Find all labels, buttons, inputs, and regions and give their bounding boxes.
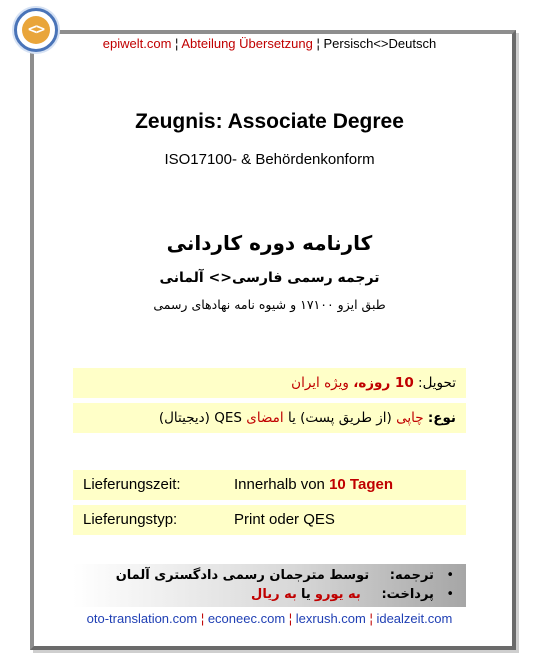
persian-delivery-box <box>73 368 466 398</box>
footer-separator: ¦ <box>285 611 296 626</box>
german-delivery-label: Lieferungszeit: <box>83 476 181 493</box>
footer-link-oto[interactable]: oto-translation.com <box>86 611 198 626</box>
payment-label: پرداخت: <box>381 587 434 602</box>
payment-info-line <box>251 585 454 605</box>
persian-type-print-note: (از طریق پست) یا <box>287 410 392 426</box>
persian-type-box <box>73 403 466 433</box>
payment-or: یا <box>301 587 311 602</box>
persian-delivery-visa: ویژه ایران <box>291 375 349 391</box>
header-separator: ¦ <box>312 36 324 51</box>
footer-separator: ¦ <box>197 611 208 626</box>
header-separator: ¦ <box>171 36 182 51</box>
footer-separator: ¦ <box>365 611 377 626</box>
translation-label: ترجمه: <box>389 568 434 583</box>
persian-type-row <box>73 403 466 433</box>
persian-title: کارنامه دوره کاردانی <box>166 231 373 255</box>
payment-rial: به ریال <box>251 587 297 602</box>
bullet-icon: • <box>446 568 454 583</box>
code-brackets-icon: <> <box>27 20 45 38</box>
persian-type-label: نوع: <box>427 410 456 426</box>
document-title: Zeugnis: Associate Degree <box>135 110 404 133</box>
persian-subtitle: ترجمه رسمی فارسی<> آلمانی <box>159 270 380 286</box>
persian-standard-note: طبق ایزو ۱۷۱۰۰ و شیوه نامه نهادهای رسمی <box>153 297 386 312</box>
translation-value: توسط مترجمان رسمی دادگستری آلمان <box>115 568 370 583</box>
footer-link-econeec[interactable]: econeec.com <box>207 611 286 626</box>
department-label: Abteilung Übersetzung <box>181 36 313 51</box>
language-pair: Persisch<>Deutsch <box>323 36 437 51</box>
info-bar <box>73 564 466 607</box>
persian-delivery-days: 10 روزه، <box>353 375 414 391</box>
document-subtitle: ISO17100- & Behördenkonform <box>164 151 375 168</box>
persian-delivery-label: تحویل: <box>418 375 456 391</box>
german-delivery-box <box>73 470 466 500</box>
header-line <box>0 36 539 51</box>
footer-link-idealzeit[interactable]: idealzeit.com <box>376 611 453 626</box>
persian-type-sign: امضای <box>246 410 284 426</box>
persian-type-print: چاپی <box>396 410 424 426</box>
german-type-label: Lieferungstyp: <box>83 511 178 528</box>
german-delivery-days: 10 Tagen <box>329 476 393 493</box>
footer-link-lexrush[interactable]: lexrush.com <box>295 611 366 626</box>
german-delivery-value <box>234 470 393 500</box>
german-type-box <box>73 505 466 535</box>
payment-euro: به یورو <box>314 587 361 602</box>
german-delivery-prefix: Innerhalb von <box>234 476 330 493</box>
translation-info-line <box>116 566 454 586</box>
footer-links <box>0 611 539 626</box>
persian-delivery-row <box>73 368 466 398</box>
bullet-icon: • <box>446 587 454 602</box>
site-link[interactable]: epiwelt.com <box>102 36 172 51</box>
german-type-value: Print oder QES <box>234 511 335 528</box>
persian-type-sign-note: QES (دیجیتال) <box>158 410 242 426</box>
